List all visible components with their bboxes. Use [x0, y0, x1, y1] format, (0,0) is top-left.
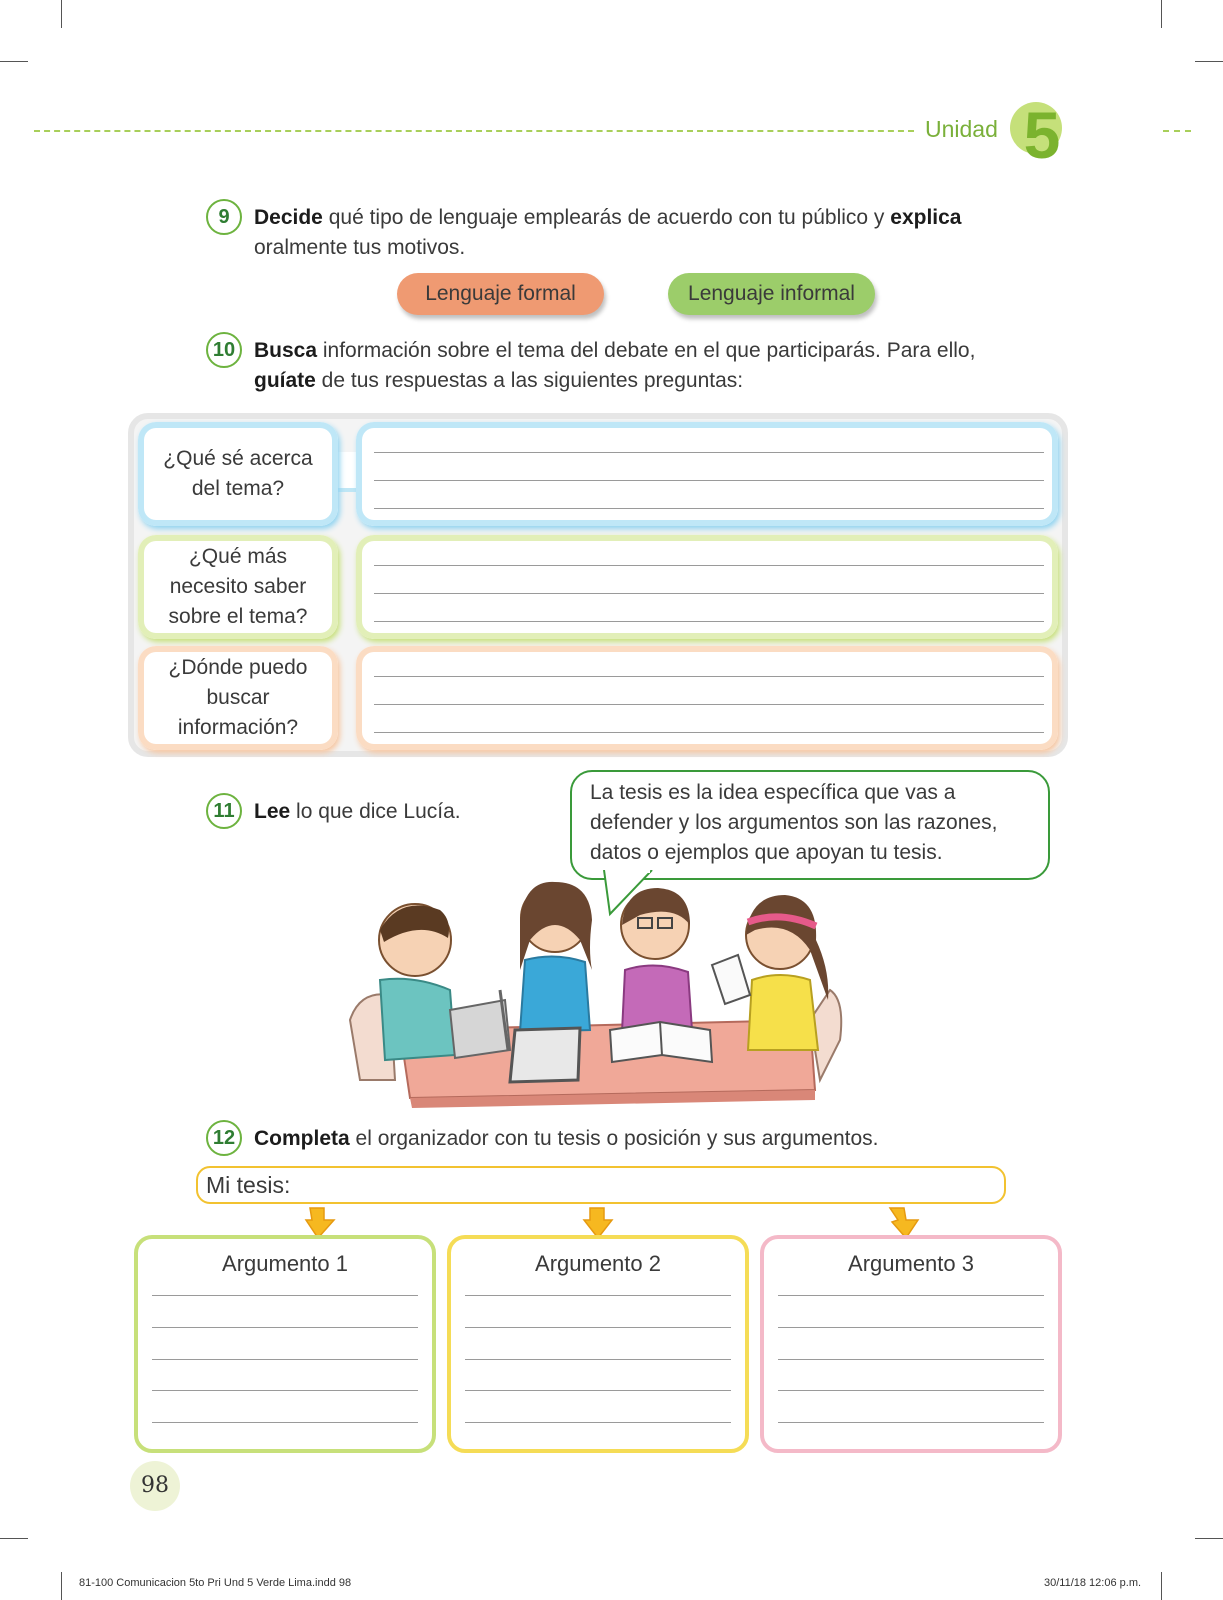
exercise-text: el organizador con tu tesis o posición y sus argumentos.	[349, 1127, 879, 1150]
header-dashed-line	[34, 130, 914, 132]
argument-title: Argumento 3	[848, 1251, 974, 1276]
write-line[interactable]	[374, 593, 1044, 594]
write-line[interactable]	[374, 704, 1044, 705]
write-line[interactable]	[374, 508, 1044, 509]
crop-mark	[1195, 1538, 1223, 1539]
exercise-number: 10	[206, 332, 242, 368]
option-formal-language[interactable]: Lenguaje formal	[397, 273, 604, 315]
question-box: ¿Qué sé acerca del tema?	[138, 422, 338, 526]
write-line[interactable]	[374, 676, 1044, 677]
question-box: ¿Qué más necesito saber sobre el tema?	[138, 535, 338, 639]
exercise-text: lo que dice Lucía.	[290, 800, 461, 823]
exercise-text: información sobre el tema del debate en el que participarás. Para ello,	[317, 339, 976, 362]
footer-file: 81-100 Comunicacion 5to Pri Und 5 Verde Lima.indd 98	[79, 1577, 352, 1589]
exercise-verb: Decide	[254, 206, 323, 229]
write-line[interactable]	[778, 1295, 1044, 1296]
exercise-12-text	[254, 1124, 1074, 1154]
write-line[interactable]	[778, 1327, 1044, 1328]
exercise-number: 11	[206, 793, 242, 829]
exercise-verb: guíate	[254, 369, 316, 392]
option-informal-language[interactable]: Lenguaje informal	[668, 273, 875, 315]
crop-mark	[0, 1538, 28, 1539]
exercise-number: 12	[206, 1120, 242, 1156]
write-line[interactable]	[465, 1359, 731, 1360]
write-line[interactable]	[465, 1295, 731, 1296]
write-line[interactable]	[374, 480, 1044, 481]
crop-mark	[1195, 61, 1223, 62]
argument-box[interactable]	[134, 1235, 436, 1453]
write-line[interactable]	[152, 1422, 418, 1423]
question-row	[138, 535, 1058, 639]
write-line[interactable]	[465, 1327, 731, 1328]
crop-mark	[1161, 1572, 1162, 1600]
exercise-10-text	[254, 336, 1074, 396]
exercise-text: qué tipo de lenguaje emplearás de acuerdo con tu público y	[322, 206, 891, 229]
write-line[interactable]	[152, 1327, 418, 1328]
crop-mark	[61, 1572, 62, 1600]
exercise-text: oralmente tus motivos.	[254, 236, 466, 259]
write-line[interactable]	[374, 452, 1044, 453]
write-line[interactable]	[152, 1295, 418, 1296]
write-line[interactable]	[152, 1359, 418, 1360]
answer-area[interactable]	[356, 535, 1058, 639]
write-line[interactable]	[374, 565, 1044, 566]
exercise-11-text	[254, 797, 554, 827]
write-line[interactable]	[778, 1359, 1044, 1360]
exercise-9-text	[254, 203, 1074, 263]
exercise-verb: Completa	[254, 1127, 350, 1150]
question-row	[138, 646, 1058, 750]
crop-mark	[0, 61, 28, 62]
argument-title: Argumento 1	[222, 1251, 348, 1276]
write-line[interactable]	[465, 1390, 731, 1391]
question-box: ¿Dónde puedo buscar información?	[138, 646, 338, 750]
children-debate-illustration	[340, 880, 860, 1115]
question-row	[138, 422, 1058, 526]
argument-box[interactable]	[760, 1235, 1062, 1453]
thesis-field[interactable]: Mi tesis:	[196, 1166, 1006, 1204]
exercise-number: 9	[206, 199, 242, 235]
exercise-text: de tus respuestas a las siguientes preguntas:	[315, 369, 744, 392]
argument-box[interactable]	[447, 1235, 749, 1453]
write-line[interactable]	[374, 621, 1044, 622]
write-line[interactable]	[778, 1390, 1044, 1391]
write-line[interactable]	[152, 1390, 418, 1391]
crop-mark	[61, 0, 62, 28]
answer-area[interactable]	[356, 646, 1058, 750]
exercise-verb: Busca	[254, 339, 318, 362]
write-line[interactable]	[465, 1422, 731, 1423]
footer-date: 30/11/18 12:06 p.m.	[1044, 1577, 1142, 1589]
page-number: 98	[130, 1461, 180, 1511]
exercise-verb: explica	[890, 206, 962, 229]
argument-title: Argumento 2	[535, 1251, 661, 1276]
answer-area[interactable]	[356, 422, 1058, 526]
write-line[interactable]	[778, 1422, 1044, 1423]
crop-mark	[1161, 0, 1162, 28]
write-line[interactable]	[374, 732, 1044, 733]
unit-number-badge	[1008, 92, 1072, 172]
exercise-verb: Lee	[254, 800, 291, 823]
header-dashed-line	[1163, 130, 1191, 132]
unit-number: 5	[1023, 98, 1061, 172]
speech-bubble: La tesis es la idea específica que vas a defender y los argumentos son las razones, datos o ejemplos que apoyan tu tesis.	[570, 770, 1050, 880]
unit-label: Unidad	[925, 116, 998, 142]
